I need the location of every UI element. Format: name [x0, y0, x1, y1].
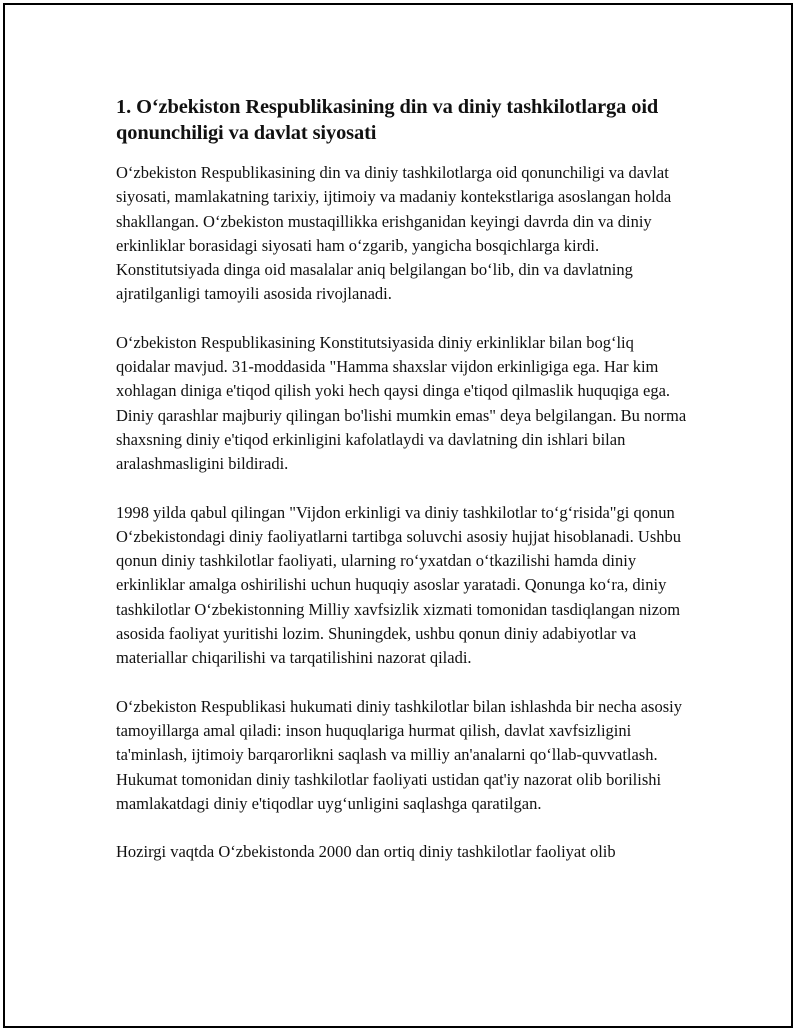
paragraph: 1998 yilda qabul qilingan "Vijdon erkinligi va diniy tashkilotlar to‘g‘risida"gi qonun O‘zbekistondagi diniy faoliyatlarni tartibga soluvchi asosiy hujjat hisoblanadi. Ushbu qonun diniy tashkilotlar faoliyati, ularning ro‘yxatdan o‘tkazilishi hamda diniy erkinliklar amalga oshirilishi uchun huquqiy asoslar yaratadi. Qonunga ko‘ra, diniy tashkilotlar O‘zbekistonning Milliy xavfsizlik xizmati tomonidan tasdiqlangan nizom asosida faoliyat yuritishi lozim. Shuningdek, ushbu qonun diniy adabiyotlar va materiallar chiqarilishi va tarqatilishini nazorat qiladi. [116, 502, 682, 668]
paragraph: Hozirgi vaqtda O‘zbekistonda 2000 dan ortiq diniy tashkilotlar faoliyat olib [116, 842, 616, 862]
paragraph: O‘zbekiston Respublikasining din va diniy tashkilotlarga oid qonunchiligi va davlat siyosati, mamlakatning tarixiy, ijtimoiy va madaniy kontekstlariga asoslangan holda shakllangan. O‘zbekiston mustaqillikka erishganidan keyingi davrda din va diniy erkinliklar borasidagi siyosati ham o‘zgarib, yangicha bosqichlarga kirdi. Konstitutsiyada dinga oid masalalar aniq belgilangan bo‘lib, din va davlatning ajratilganligi tamoyili asosida rivojlanadi. [116, 163, 672, 304]
document-body [116, 94, 690, 888]
paragraph: O‘zbekiston Respublikasi hukumati diniy tashkilotlar bilan ishlashda bir necha asosiy tamoyillarga amal qiladi: inson huquqlariga hurmat qilish, davlat xavfsizligini ta'minlash, ijtimoiy barqarorlikni saqlash va milliy an'analarni qo‘llab-quvvatlash. Hukumat tomonidan diniy tashkilotlar faoliyati ustidan qat'iy nazorat olib borilishi mamlakatdagi diniy e'tiqodlar uyg‘unligini saqlashga qaratilgan. [116, 696, 682, 813]
section-heading: 1. O‘zbekiston Respublikasining din va diniy tashkilotlarga oid qonunchiligi va davlat siyosati [116, 96, 659, 144]
paragraph: O‘zbekiston Respublikasining Konstitutsiyasida diniy erkinliklar bilan bog‘liq qoidalar mavjud. 31-moddasida "Hamma shaxslar vijdon erkinligiga ega. Har kim xohlagan diniga e'tiqod qilish yoki hech qaysi dinga e'tiqod qilmaslik huquqiga ega. Diniy qarashlar majburiy qilingan bo'lishi mumkin emas" deya belgilangan. Bu norma shaxsning diniy e'tiqod erkinligini kafolatlaydi va davlatning din ishlari bilan aralashmasligini bildiradi. [116, 332, 687, 474]
